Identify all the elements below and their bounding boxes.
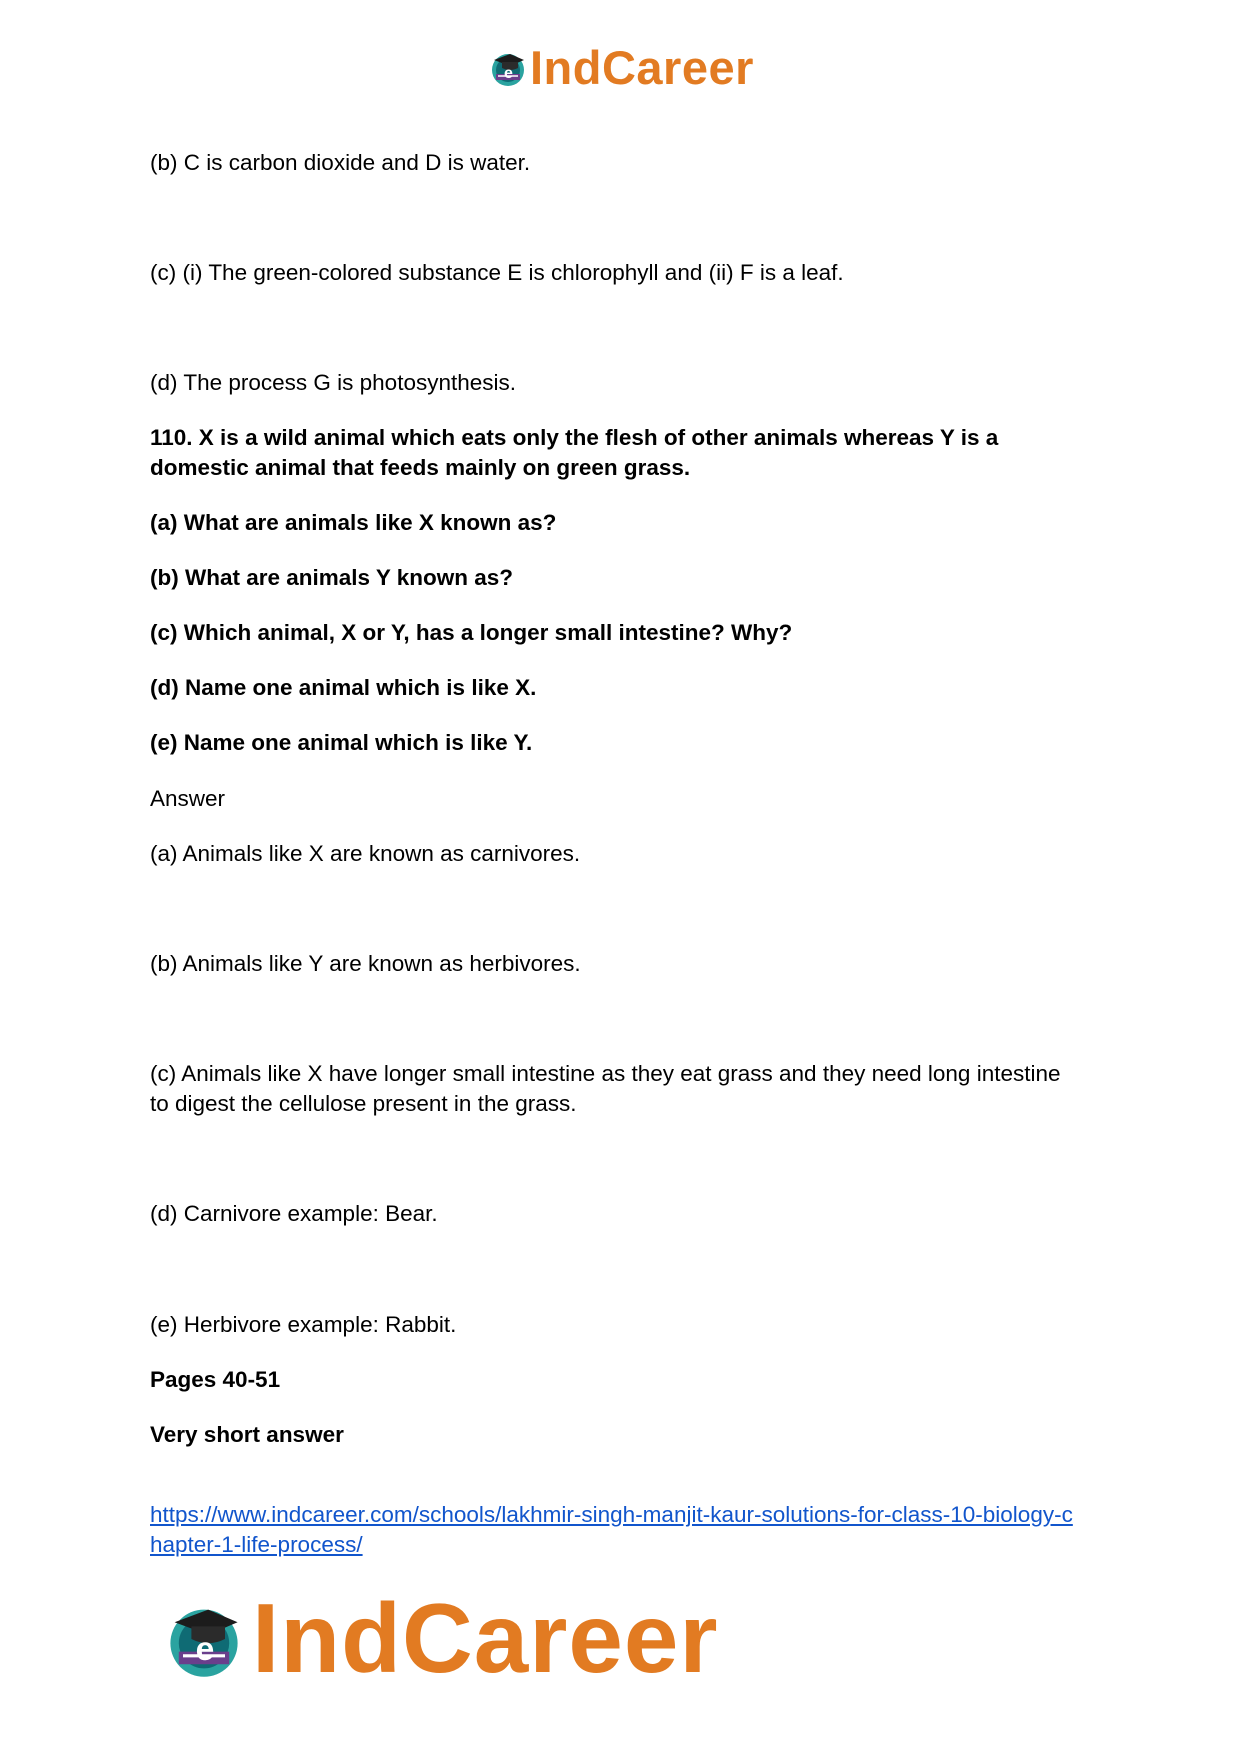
svg-text:e: e xyxy=(195,1630,217,1668)
globe-graduation-cap-icon xyxy=(488,48,528,88)
answer-b: (b) Animals like Y are known as herbivores. xyxy=(150,951,581,976)
question-c: (c) Which animal, X or Y, has a longer small intestine? Why? xyxy=(150,620,793,645)
answer-label: Answer xyxy=(150,786,226,811)
pages-heading: Pages 40-51 xyxy=(150,1367,281,1392)
answer-e: (e) Herbivore example: Rabbit. xyxy=(150,1312,457,1337)
logo-wordmark: IndCareer xyxy=(252,1583,719,1693)
question-d: (d) Name one animal which is like X. xyxy=(150,675,537,700)
header-logo xyxy=(488,40,754,95)
answer-d-previous: (d) The process G is photosynthesis. xyxy=(150,370,516,395)
question-a: (a) What are animals like X known as? xyxy=(150,510,557,535)
answer-c-line1: (c) Animals like X have longer small intestine as they eat grass and they need long intestine xyxy=(150,1061,1061,1086)
question-110-line1: 110. X is a wild animal which eats only the flesh of other animals whereas Y is a xyxy=(150,425,999,450)
answer-d: (d) Carnivore example: Bear. xyxy=(150,1201,438,1226)
source-link-line1[interactable]: https://www.indcareer.com/schools/lakhmir-singh-manjit-kaur-solutions-for-class-10-biology-c xyxy=(150,1502,1073,1527)
question-e: (e) Name one animal which is like Y. xyxy=(150,730,533,755)
section-heading: Very short answer xyxy=(150,1422,344,1447)
question-110-line2: domestic animal that feeds mainly on green grass. xyxy=(150,455,691,480)
svg-text:e: e xyxy=(504,64,514,82)
answer-c-previous: (c) (i) The green-colored substance E is chlorophyll and (ii) F is a leaf. xyxy=(150,260,844,285)
answer-a: (a) Animals like X are known as carnivores. xyxy=(150,841,581,866)
globe-graduation-cap-icon xyxy=(162,1597,246,1681)
footer-logo xyxy=(162,1582,719,1695)
source-link-line2[interactable]: hapter-1-life-process/ xyxy=(150,1532,363,1557)
answer-b-previous: (b) C is carbon dioxide and D is water. xyxy=(150,150,531,175)
answer-c-line2: to digest the cellulose present in the grass. xyxy=(150,1091,577,1116)
logo-wordmark: IndCareer xyxy=(530,41,754,94)
question-b: (b) What are animals Y known as? xyxy=(150,565,514,590)
